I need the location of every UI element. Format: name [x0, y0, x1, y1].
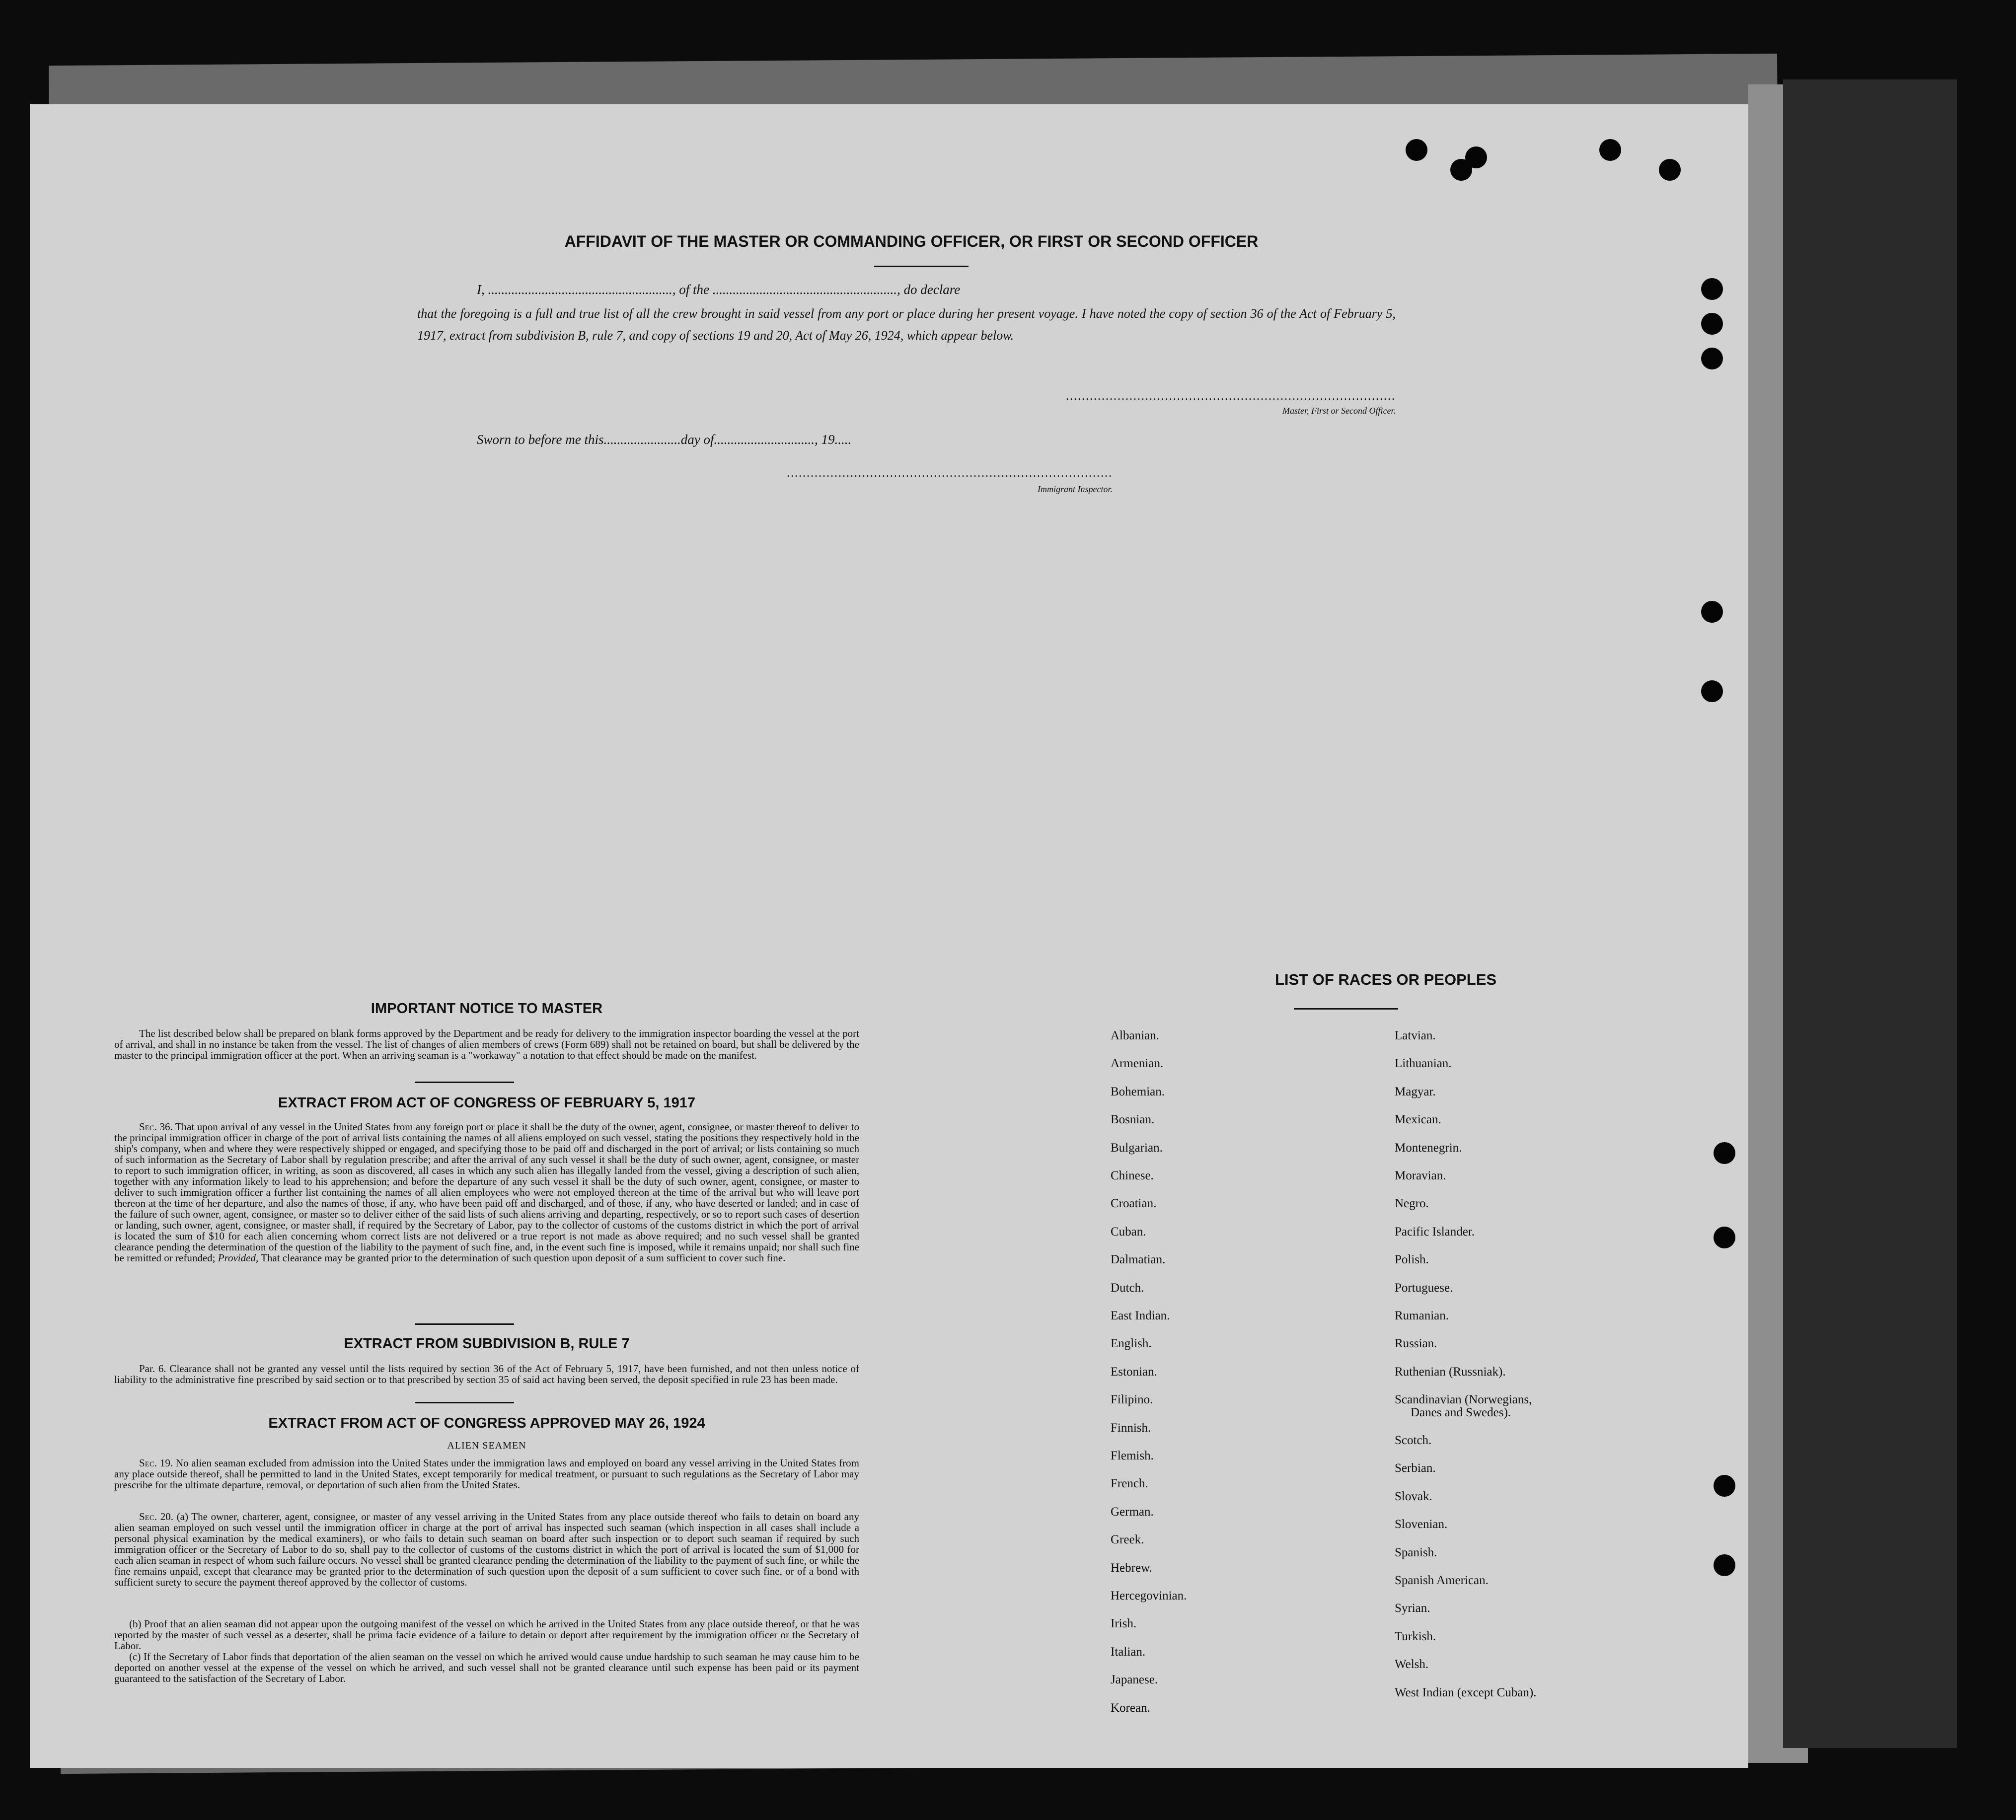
races-title: LIST OF RACES OR PEOPLES	[1274, 971, 1497, 988]
race-item: Slovenian.	[1395, 1518, 1448, 1531]
race-item: Dutch.	[1111, 1281, 1144, 1295]
race-item: Cuban.	[1111, 1225, 1146, 1238]
race-item: Mexican.	[1395, 1113, 1441, 1127]
race-item: Bosnian.	[1111, 1113, 1155, 1127]
race-item: Russian.	[1395, 1337, 1437, 1351]
section-36-text: That upon arrival of any vessel in the United States from any foreign port or place it shall be the duty of the owner, agent, consignee, or master thereof to deliver to the principal immigration officer in charge of the port of arrival lists containing the names of all aliens employed on such vessel, stating the positions they respectively hold in the ship's company, when and where they were respectively shipped or engaged, and specifying those to be paid off and discharged in the port of arrival; or lists containing so much of such information as the Secretary of Labor shall by regulation prescribe; and after the arrival of any such vessel it shall be the duty of such owner, agent, consignee, or master to report to such immigration officer, in writing, as soon as discovered, all cases in which any such alien has illegally landed from the vessel, giving a description of such alien, together with any information likely to lead to his apprehension; and before the departure of any such vessel it shall be the duty of such owner, agent, consignee, or master to deliver to such immigration officer a further list containing the names of all alien employees who were not employed thereon at the time of the arrival but who will leave port thereon at the time of her departure, and also the names of those, if any, who have been paid off and discharged, and of those, if any, who have deserted or landed; and in case of the failure of such owner, agent, consignee, or master so to deliver either of the said lists of such aliens arriving and departing, respectively, or so to report such cases of desertion or landing, such owner, agent, consignee, or master shall, if required by the Secretary of Labor, pay to the collector of customs of the customs district in which the port of arrival is located the sum of $10 for each alien concerning whom correct lists are not delivered or a true report is not made as above required; and no such vessel shall be granted clearance pending the determination of the question of the liability to the payment of such fine, and, in the event such fine is imposed, while it remains unpaid; nor shall such fine be remitted or refunded;	[114, 1121, 859, 1264]
race-item: Syrian.	[1395, 1602, 1430, 1615]
manifest-page	[30, 104, 1748, 1768]
race-item: Finnish.	[1111, 1421, 1151, 1435]
sworn-day-blank[interactable]: .......................	[603, 432, 681, 447]
race-item: Estonian.	[1111, 1365, 1157, 1379]
punch-hole	[1714, 1227, 1735, 1248]
section-20c: (c) If the Secretary of Labor finds that deportation of the alien seaman on the vessel on which he arrived would cause undue hardship to such seaman he may cause him to be deported on another vessel at the expense of the vessel on which he arrived, and such vessel shall not be granted clearance until such expense has been paid or its payment guaranteed to the satisfaction of the Secretary of Labor.	[114, 1651, 859, 1684]
sworn-year-blank[interactable]: .....	[834, 432, 852, 447]
section-19	[114, 1457, 859, 1490]
race-item: Scandinavian (Norwegians,	[1395, 1393, 1532, 1407]
divider	[874, 266, 969, 267]
punch-hole	[1450, 159, 1472, 181]
inspector-signature-blank[interactable]: ..................................................................................	[787, 467, 1113, 480]
race-item: Armenian.	[1111, 1057, 1164, 1071]
race-item: East Indian.	[1111, 1309, 1170, 1322]
race-item: Japanese.	[1111, 1673, 1158, 1687]
race-item: English.	[1111, 1337, 1152, 1351]
affidavit-title: AFFIDAVIT OF THE MASTER OR COMMANDING OFFICER, OR FIRST OR SECOND OFFICER	[564, 232, 1259, 250]
race-item: Chinese.	[1111, 1169, 1154, 1182]
race-item: Serbian.	[1395, 1461, 1436, 1475]
extract-rule7-title: EXTRACT FROM SUBDIVISION B, RULE 7	[344, 1336, 630, 1352]
race-item: Scotch.	[1395, 1433, 1432, 1447]
sworn-label: Sworn to before me this	[477, 432, 604, 447]
race-item: Albanian.	[1111, 1029, 1159, 1042]
declare-label: , do declare	[897, 282, 961, 297]
race-item: Croatian.	[1111, 1197, 1157, 1211]
declarant-label: I,	[477, 282, 485, 297]
divider	[415, 1402, 514, 1403]
race-item: Greek.	[1111, 1533, 1144, 1547]
notice-title: IMPORTANT NOTICE TO MASTER	[371, 1001, 603, 1017]
race-item: Spanish American.	[1395, 1573, 1489, 1587]
punch-hole	[1406, 139, 1427, 161]
notice-body: The list described below shall be prepared on blank forms approved by the Department and be ready for delivery to the immigration inspector boarding the vessel at the port of arrival, and shall in no instance be taken from the vessel. The list of changes of alien members of crews (Form 689) shall not be retained on board, but shall be delivered by the master to the principal immigration officer at the port. When an arriving seaman is a "workaway" a notation to that effect should be made on the manifest.	[114, 1027, 859, 1061]
race-item: Hercegovinian.	[1111, 1589, 1187, 1602]
binder-edge-dark	[1783, 79, 1957, 1748]
vessel-of-label: , of the	[672, 282, 709, 297]
affidavit-declarant-line	[477, 282, 1396, 297]
punch-hole	[1714, 1142, 1735, 1164]
section-36-label: Sec. 36.	[139, 1121, 173, 1133]
inspector-signature-label: Immigrant Inspector.	[1038, 484, 1113, 494]
section-19-text: No alien seaman excluded from admission into the United States under the immigration laws and employed on board any vessel arriving in the United States from any place outside thereof, shall be permitted to land in the United States, except temporarily for medical treatment, or pursuant to such regulations as the Secretary of Labor may prescribe for the ultimate departure, removal, or deportation of such alien from the United States.	[114, 1457, 859, 1491]
race-item: Irish.	[1111, 1617, 1137, 1631]
race-item: Dalmatian.	[1111, 1253, 1166, 1267]
race-item: French.	[1111, 1477, 1148, 1491]
race-item: Portuguese.	[1395, 1281, 1453, 1295]
section-20b: (b) Proof that an alien seaman did not appear upon the outgoing manifest of the vessel on which he arrived in the United States from any place outside thereof, or that he was reported by the master of such vessel as a deserter, shall be prima facie evidence of a failure to detain or deport after requirement by the immigration officer or the Secretary of Labor.	[114, 1618, 859, 1652]
race-item: Bohemian.	[1111, 1085, 1165, 1098]
proviso-text: That clearance may be granted prior to the determination of such question upon deposit of a sum sufficient to cover such fine.	[261, 1252, 786, 1264]
race-item: Flemish.	[1111, 1449, 1154, 1462]
divider	[1294, 1008, 1398, 1010]
race-item: Polish.	[1395, 1253, 1429, 1267]
race-item: Korean.	[1111, 1701, 1150, 1715]
alien-seamen-subtitle: ALIEN SEAMEN	[447, 1440, 526, 1451]
declarant-name-blank[interactable]: .......................................................	[488, 282, 672, 297]
race-item: Slovak.	[1395, 1489, 1432, 1503]
section-20a	[114, 1511, 859, 1588]
day-of-label: day of	[680, 432, 714, 447]
section-20-label: Sec. 20.	[139, 1511, 174, 1523]
vessel-name-blank[interactable]: .......................................................	[712, 282, 897, 297]
punch-hole	[1714, 1475, 1735, 1497]
extract-rule7-body: Par. 6. Clearance shall not be granted any vessel until the lists required by section 36 of the Act of February 5, 1917, have been furnished, and not then unless notice of liability to the administrative fine prescribed by said section or to that prescribed by section 35 of said act having been served, the deposit specified in rule 23 has been made.	[114, 1363, 859, 1385]
race-item: Pacific Islander.	[1395, 1225, 1475, 1238]
section-19-label: Sec. 19.	[139, 1457, 173, 1469]
punch-hole	[1599, 139, 1621, 161]
race-item: Latvian.	[1395, 1029, 1436, 1042]
race-item: Filipino.	[1111, 1393, 1153, 1407]
extract-1917-body	[114, 1121, 859, 1263]
extract-1917-title: EXTRACT FROM ACT OF CONGRESS OF FEBRUARY 5, 1917	[278, 1095, 696, 1111]
race-item: Magyar.	[1395, 1085, 1436, 1098]
race-item: Moravian.	[1395, 1169, 1446, 1182]
punch-hole	[1701, 601, 1723, 623]
race-item: Spanish.	[1395, 1545, 1437, 1559]
officer-signature-label: Master, First or Second Officer.	[1282, 406, 1396, 416]
section-20a-text: (a) The owner, charterer, agent, consignee, or master of any vessel arriving in the United States from any place outside thereof who fails to detain on board any alien seaman employed on such vessel until the immigration officer in charge at the port of arrival has inspected such seaman (which inspection in all cases shall include a personal physical examination by the medical examiners), or who fails to detain such seaman on board after such inspection or to deport such seaman if required by such immigration officer or the Secretary of Labor to do so, shall pay to the collector of customs of the customs district in which the port of arrival is located the sum of $1,000 for each alien seaman in respect of whom such failure occurs. No vessel shall be granted clearance pending the determination of the liability to the payment of such fine, or while the fine remains unpaid, except that clearance may be granted prior to the determination of such question upon the deposit of a sum sufficient to cover such fine, or of a bond with sufficient surety to secure the payment thereof approved by the collector of customs.	[114, 1511, 860, 1588]
extract-1924-title: EXTRACT FROM ACT OF CONGRESS APPROVED MAY 26, 1924	[268, 1415, 705, 1431]
divider	[415, 1323, 514, 1325]
proviso-label: Provided,	[218, 1252, 259, 1264]
race-item: Italian.	[1111, 1645, 1146, 1659]
race-item: West Indian (except Cuban).	[1395, 1685, 1537, 1699]
race-item: Bulgarian.	[1111, 1141, 1163, 1155]
race-item: Lithuanian.	[1395, 1057, 1452, 1071]
punch-hole	[1701, 348, 1723, 369]
punch-hole	[1659, 159, 1681, 181]
affidavit-body: that the foregoing is a full and true list of all the crew brought in said vessel from any port or place during her present voyage. I have noted the copy of section 36 of the Act of February 5, 1917, extract from subdivision B, rule 7, and copy of sections 19 and 20, Act of May 26, 1924, which appear below.	[417, 306, 1396, 343]
year-label: , 19	[815, 432, 835, 447]
punch-hole	[1701, 278, 1723, 300]
punch-hole	[1701, 680, 1723, 702]
race-item: Negro.	[1395, 1197, 1429, 1211]
race-item: German.	[1111, 1505, 1154, 1519]
race-item: Montenegrin.	[1395, 1141, 1462, 1155]
race-item: Welsh.	[1395, 1658, 1429, 1672]
race-item: Turkish.	[1395, 1629, 1436, 1643]
punch-hole	[1701, 313, 1723, 335]
officer-signature-blank[interactable]: ...................................................................................	[1066, 390, 1396, 403]
divider	[415, 1082, 514, 1083]
race-item: Danes and Swedes).	[1411, 1405, 1511, 1419]
sworn-month-blank[interactable]: ..............................	[714, 432, 815, 447]
race-item: Ruthenian (Russniak).	[1395, 1365, 1506, 1379]
sworn-line	[477, 432, 1172, 447]
race-item: Rumanian.	[1395, 1309, 1449, 1322]
punch-hole	[1714, 1554, 1735, 1576]
race-item: Hebrew.	[1111, 1561, 1152, 1575]
